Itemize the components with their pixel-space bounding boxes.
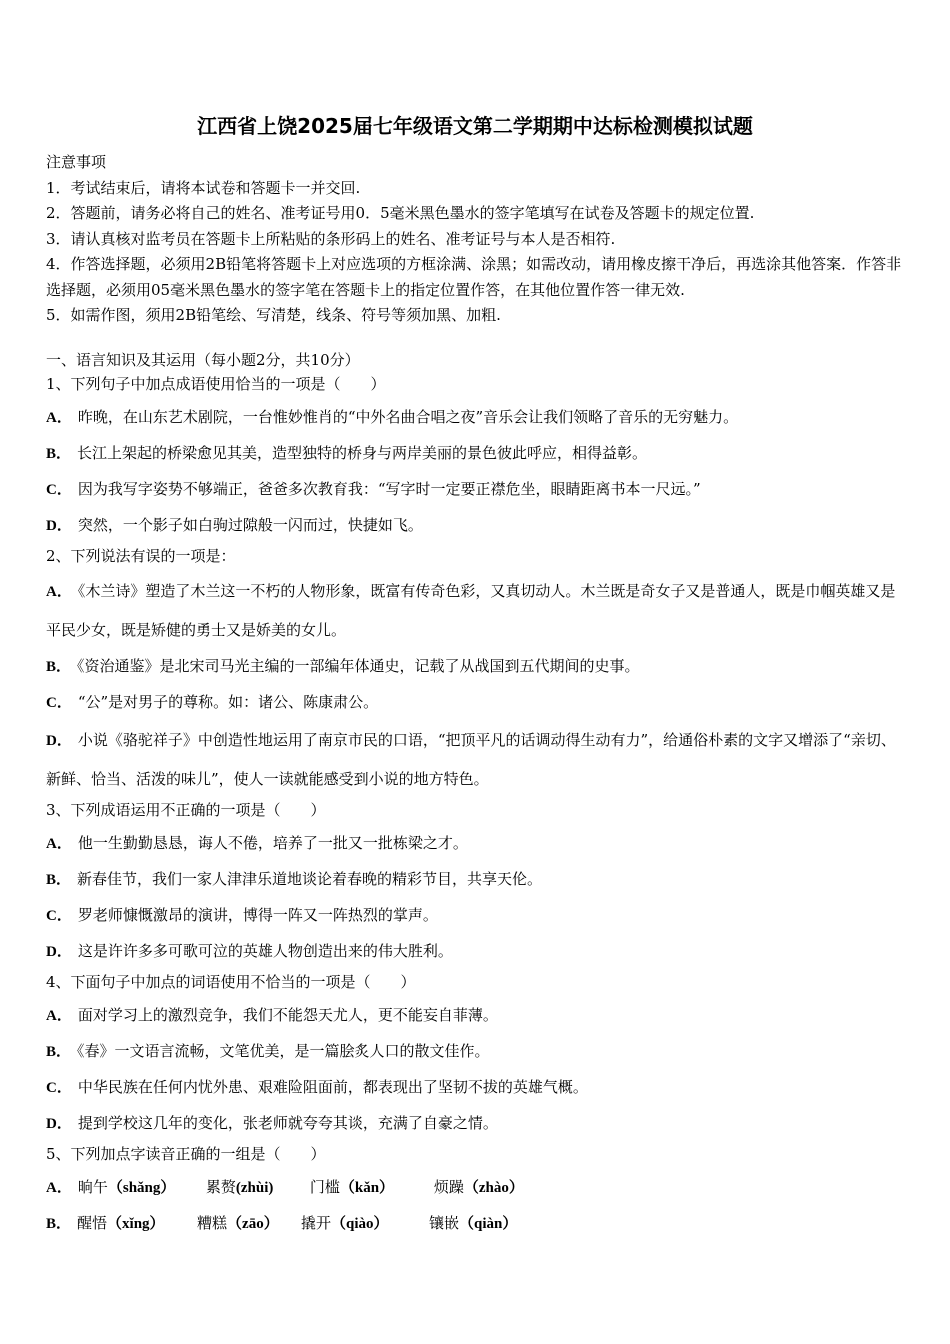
notice-block (46, 150, 908, 329)
option-5a[interactable] (46, 1170, 908, 1206)
option-text: 小说《骆驼祥子》中创造性地运用了南京市民的口语，“把顶平凡的话调动得生动有力”，给通俗朴素的文字又增添了“亲切、新鲜、恰当、活泼的味儿”，使人一读就能感受到小说的地方特色。 (46, 731, 896, 788)
word: 醒悟 (77, 1214, 108, 1232)
option-3a[interactable] (46, 826, 908, 862)
notice-item: 5．如需作图，须用2B铅笔绘、写清楚，线条、符号等须加黑、加粗. (46, 306, 501, 324)
option-text: 新春佳节，我们一家人津津乐道地谈论着春晚的精彩节目，共享天伦。 (77, 870, 543, 888)
option-text: 《资治通鉴》是北宋司马光主编的一部编年体通史，记载了从战国到五代期间的史事。 (77, 657, 640, 675)
option-letter: A． (46, 584, 72, 600)
option-text: 突然，一个影子如白驹过隙般一闪而过，快捷如飞。 (77, 516, 423, 534)
pinyin-item (310, 1170, 434, 1206)
word: 糟糕 (197, 1214, 228, 1232)
pinyin-item (206, 1170, 310, 1206)
option-text: 这是许许多多可歌可泣的英雄人物创造出来的伟大胜利。 (77, 942, 453, 960)
notice-item: 1．考试结束后，请将本试卷和答题卡一并交回. (46, 178, 361, 197)
option-text: 长江上架起的桥梁愈见其美，造型独特的桥身与两岸美丽的景色彼此呼应，相得益彰。 (77, 444, 648, 462)
word: 累赘 (205, 1178, 236, 1196)
question-stem-2: 2、下列说法有误的一项是： (46, 547, 236, 565)
option-letter: D． (46, 944, 72, 960)
option-4b[interactable] (46, 1034, 908, 1070)
notice-item: 2．答题前，请务必将自己的姓名、准考证号用0．5毫米黑色墨水的签字笔填写在试卷及答题卡的规定位置. (46, 204, 755, 222)
option-2c[interactable] (46, 685, 908, 721)
option-2d[interactable] (46, 721, 908, 798)
option-4a[interactable] (46, 998, 908, 1034)
question-stem-5: 5、下列加点字读音正确的一组是（ ） (46, 1145, 326, 1163)
question-stem-1: 1、下列句子中加点成语使用恰当的一项是（ ） (46, 375, 386, 393)
option-letter: C． (46, 1080, 72, 1096)
pinyin: （zāo） (227, 1216, 279, 1232)
option-4c[interactable] (46, 1070, 908, 1106)
pinyin: （qiào） (331, 1216, 389, 1232)
word: 撬开 (301, 1214, 332, 1232)
pinyin: （xǐng） (107, 1216, 165, 1232)
word: 门槛 (309, 1178, 340, 1196)
pinyin-item (77, 1206, 197, 1242)
option-1b[interactable] (46, 436, 908, 472)
option-text: “公”是对男子的尊称。如：诸公、陈康肃公。 (77, 693, 379, 711)
option-text: 他一生勤勤恳恳，诲人不倦，培养了一批又一批栋梁之才。 (77, 834, 468, 852)
option-text: 中华民族在任何内忧外患、艰难险阻面前，都表现出了坚韧不拔的英雄气概。 (77, 1078, 588, 1096)
option-3b[interactable] (46, 862, 908, 898)
notice-heading: 注意事项 (46, 153, 107, 171)
section-language (46, 348, 908, 1242)
option-text: 罗老师慷慨激昂的演讲，博得一阵又一阵热烈的掌声。 (77, 906, 438, 924)
option-letter: B． (46, 1044, 72, 1060)
option-text: 《木兰诗》塑造了木兰这一不朽的人物形象，既富有传奇色彩，又真切动人。木兰既是奇女子又是普通人，既是巾帼英雄又是平民少女，既是矫健的勇士又是娇美的女儿。 (46, 582, 896, 639)
option-5b[interactable] (46, 1206, 908, 1242)
option-text: 提到学校这几年的变化，张老师就夸夸其谈，充满了自豪之情。 (77, 1114, 498, 1132)
option-1c[interactable] (46, 472, 908, 508)
option-text: 《春》一文语言流畅，文笔优美，是一篇脍炙人口的散文佳作。 (77, 1042, 490, 1060)
pinyin-item (197, 1206, 301, 1242)
pinyin-item (78, 1170, 206, 1206)
option-1a[interactable] (46, 400, 908, 436)
option-letter: D． (46, 1116, 72, 1132)
option-letter: A． (46, 1008, 72, 1024)
option-2b[interactable] (46, 649, 908, 685)
pinyin: （zhào） (463, 1180, 524, 1196)
option-letter: A． (46, 836, 72, 852)
pinyin: (zhùi) (235, 1180, 274, 1196)
option-text: 面对学习上的激烈竞争，我们不能怨天尤人，更不能妄自菲薄。 (77, 1006, 498, 1024)
option-letter: B． (46, 446, 72, 462)
option-letter: C． (46, 695, 72, 711)
word: 镶嵌 (429, 1214, 460, 1232)
option-3c[interactable] (46, 898, 908, 934)
option-4d[interactable] (46, 1106, 908, 1142)
option-text: 因为我写字姿势不够端正，爸爸多次教育我：“写字时一定要正襟危坐，眼睛距离书本一尺远。” (77, 480, 701, 498)
pinyin-item (434, 1170, 524, 1206)
option-1d[interactable] (46, 508, 908, 544)
pinyin: （kǎn） (339, 1180, 395, 1196)
option-letter: C． (46, 482, 72, 498)
option-text: 昨晚，在山东艺术剧院，一台惟妙惟肖的“中外名曲合唱之夜”音乐会让我们领略了音乐的无穷魅力。 (77, 408, 739, 426)
word: 烦躁 (433, 1178, 464, 1196)
pinyin: （qiàn） (459, 1216, 518, 1232)
option-2a[interactable] (46, 572, 908, 649)
question-stem-4: 4、下面句子中加点的词语使用不恰当的一项是（ ） (46, 973, 416, 991)
option-letter: D． (46, 733, 72, 749)
word: 晌午 (77, 1178, 108, 1196)
pinyin-item (301, 1206, 429, 1242)
page-title: 江西省上饶2025届七年级语文第二学期期中达标检测模拟试题 (197, 114, 753, 138)
option-letter: B． (46, 1216, 72, 1232)
option-3d[interactable] (46, 934, 908, 970)
pinyin-item (429, 1206, 517, 1242)
option-letter: A． (46, 410, 72, 426)
notice-item: 4．作答选择题，必须用2B铅笔将答题卡上对应选项的方框涂满、涂黑；如需改动，请用橡皮擦干净后，再选涂其他答案．作答非选择题，必须用05毫米黑色墨水的签字笔在答题卡上的指定位置作答，在其他位置作答一律无效. (46, 255, 902, 299)
pinyin: （shǎng） (107, 1180, 176, 1196)
section-heading: 一、语言知识及其运用（每小题2分，共10分） (46, 351, 360, 369)
option-letter: B． (46, 872, 72, 888)
question-stem-3: 3、下列成语运用不正确的一项是（ ） (46, 801, 326, 819)
option-letter: D． (46, 518, 72, 534)
option-letter: C． (46, 908, 72, 924)
notice-item: 3．请认真核对监考员在答题卡上所粘贴的条形码上的姓名、准考证号与本人是否相符. (46, 229, 616, 248)
option-letter: A． (46, 1180, 72, 1196)
option-letter: B． (46, 659, 72, 675)
